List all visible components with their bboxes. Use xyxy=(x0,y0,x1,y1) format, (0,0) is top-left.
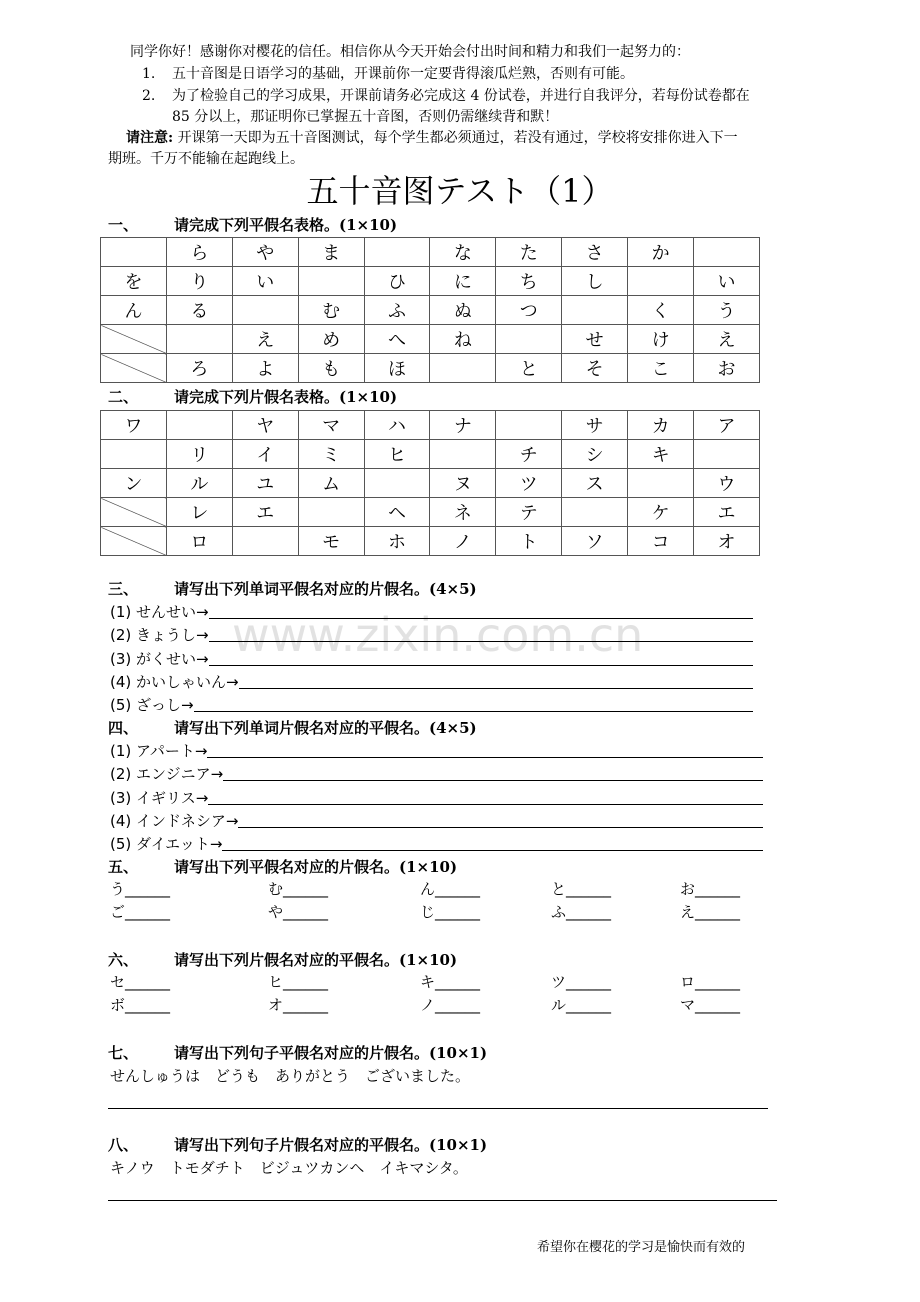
blank-cell[interactable] xyxy=(232,296,298,325)
fill-blank-item[interactable]: ん______ xyxy=(420,880,481,898)
kana-cell: め xyxy=(298,325,364,354)
question-item xyxy=(110,811,763,830)
blank-cell[interactable] xyxy=(496,411,562,440)
answer-line[interactable] xyxy=(209,617,753,619)
kana-cell: さ xyxy=(562,238,628,267)
section-1-heading xyxy=(108,218,397,233)
question-item xyxy=(110,744,763,759)
intro-point-2-cont: 85 分以上，那证明你已掌握五十音图，否则仍需继续背和默！ xyxy=(172,109,559,125)
section-6-heading xyxy=(108,953,457,968)
kana-cell: エ xyxy=(232,498,298,527)
fill-blank-item[interactable]: ル______ xyxy=(551,996,612,1014)
section-num: 三、 xyxy=(108,580,139,598)
kana-cell: マ xyxy=(298,411,364,440)
kana-cell: ア xyxy=(694,411,760,440)
section-text: 请完成下列片假名表格。(1×10) xyxy=(174,388,398,406)
page-title: 五十音图テスト（1） xyxy=(306,172,614,210)
fill-blank-item[interactable]: む______ xyxy=(268,880,329,898)
blank-cell[interactable] xyxy=(430,440,496,469)
blank-cell[interactable] xyxy=(166,411,232,440)
question-text: (2) きょうし→ xyxy=(110,626,209,645)
kana-cell: ツ xyxy=(496,469,562,498)
section-8-heading xyxy=(108,1138,487,1153)
kana-cell: ぬ xyxy=(430,296,496,325)
fill-blank-item[interactable]: や______ xyxy=(268,903,329,921)
kana-cell: ト xyxy=(496,527,562,556)
intro-point-1-num: 1. xyxy=(142,66,156,82)
section-2-heading xyxy=(108,390,397,405)
answer-line[interactable] xyxy=(239,687,753,689)
fill-blank-item[interactable]: ボ______ xyxy=(110,996,171,1014)
intro-point-1: 五十音图是日语学习的基础，开课前你一定要背得滚瓜烂熟，否则有可能。 xyxy=(172,66,634,82)
kana-cell: コ xyxy=(628,527,694,556)
kana-cell: い xyxy=(232,267,298,296)
kana-cell: ま xyxy=(298,238,364,267)
fill-blank-item[interactable]: オ______ xyxy=(268,996,329,1014)
kana-cell: る xyxy=(166,296,232,325)
kana-cell: ス xyxy=(562,469,628,498)
kana-cell: え xyxy=(694,325,760,354)
kana-cell: へ xyxy=(364,325,430,354)
kana-cell: か xyxy=(628,238,694,267)
kana-cell: エ xyxy=(694,498,760,527)
kana-cell: ふ xyxy=(364,296,430,325)
kana-cell: や xyxy=(232,238,298,267)
fill-blank-item[interactable]: じ______ xyxy=(420,903,481,921)
section-text: 请写出下列句子平假名对应的片假名。(10×1) xyxy=(174,1044,488,1062)
kana-cell: ホ xyxy=(364,527,430,556)
question-item xyxy=(110,672,753,691)
section-3-heading xyxy=(108,582,477,597)
question-text: (5) ダイエット→ xyxy=(110,835,223,854)
question-item xyxy=(110,788,763,807)
kana-cell: ウ xyxy=(694,469,760,498)
blank-cell[interactable] xyxy=(628,469,694,498)
kana-cell: ケ xyxy=(628,498,694,527)
kana-cell: せ xyxy=(562,325,628,354)
section-text: 请写出下列句子片假名对应的平假名。(10×1) xyxy=(174,1136,488,1154)
fill-blank-item[interactable]: キ______ xyxy=(420,973,481,991)
table-row xyxy=(101,354,760,383)
fill-blank-item[interactable]: マ______ xyxy=(680,996,741,1014)
kana-cell: ワ xyxy=(101,411,167,440)
kana-cell: た xyxy=(496,238,562,267)
kana-cell: サ xyxy=(562,411,628,440)
question-text: (1) アパート→ xyxy=(110,742,208,760)
section-4-heading xyxy=(108,721,477,736)
kana-cell: ム xyxy=(298,469,364,498)
kana-cell: チ xyxy=(496,440,562,469)
kana-cell: し xyxy=(562,267,628,296)
kana-cell: ヘ xyxy=(364,498,430,527)
intro-greeting: 同学你好！感谢你对樱花的信任。相信你从今天开始会付出时间和精力和我们一起努力的： xyxy=(130,44,690,60)
kana-cell: む xyxy=(298,296,364,325)
diagonal-cell xyxy=(101,325,167,354)
kana-cell: テ xyxy=(496,498,562,527)
kana-cell: を xyxy=(101,267,167,296)
kana-cell: ネ xyxy=(430,498,496,527)
answer-line[interactable] xyxy=(209,664,753,666)
kana-cell: リ xyxy=(166,440,232,469)
blank-cell[interactable] xyxy=(364,238,430,267)
blank-cell[interactable] xyxy=(694,440,760,469)
kana-cell: と xyxy=(496,354,562,383)
section-num: 一、 xyxy=(108,216,139,234)
table-row xyxy=(101,267,760,296)
blank-cell[interactable] xyxy=(562,296,628,325)
section-num: 七、 xyxy=(108,1044,139,1062)
kana-cell: お xyxy=(694,354,760,383)
blank-cell[interactable] xyxy=(232,527,298,556)
kana-cell: レ xyxy=(166,498,232,527)
kana-cell: ね xyxy=(430,325,496,354)
watermark: www.zixin.com.cn xyxy=(232,608,644,662)
kana-cell: け xyxy=(628,325,694,354)
answer-line[interactable] xyxy=(108,1200,777,1201)
kana-cell: ソ xyxy=(562,527,628,556)
answer-line[interactable] xyxy=(208,803,763,805)
blank-cell[interactable] xyxy=(628,267,694,296)
answer-line[interactable] xyxy=(222,849,763,851)
question-item xyxy=(110,628,753,643)
fill-blank-item[interactable]: ロ______ xyxy=(680,973,741,991)
blank-cell[interactable] xyxy=(298,267,364,296)
kana-cell: ら xyxy=(166,238,232,267)
table-row xyxy=(101,527,760,556)
blank-cell[interactable] xyxy=(101,440,167,469)
fill-blank-item[interactable]: ご______ xyxy=(110,903,171,921)
fill-blank-item[interactable]: え______ xyxy=(680,903,741,921)
notice-text: 开课第一天即为五十音图测试，每个学生都必须通过，若没有通过，学校将安排你进入下一 xyxy=(173,130,738,146)
intro-point-2-num: 2. xyxy=(142,88,156,104)
table-row xyxy=(101,238,760,267)
section-text: 请写出下列单词平假名对应的片假名。(4×5) xyxy=(174,580,477,598)
kana-cell: も xyxy=(298,354,364,383)
blank-cell[interactable] xyxy=(166,325,232,354)
section-text: 请写出下列单词片假名对应的平假名。(4×5) xyxy=(174,719,477,737)
kana-cell: シ xyxy=(562,440,628,469)
diagonal-cell xyxy=(101,498,167,527)
kana-cell: ユ xyxy=(232,469,298,498)
kana-cell: え xyxy=(232,325,298,354)
kana-cell: オ xyxy=(694,527,760,556)
kana-cell: ヌ xyxy=(430,469,496,498)
fill-blank-item[interactable]: ヒ______ xyxy=(268,973,329,991)
kana-cell: ヒ xyxy=(364,440,430,469)
table-row xyxy=(101,325,760,354)
table-row xyxy=(101,440,760,469)
table-row xyxy=(101,498,760,527)
fill-blank-item[interactable]: ノ______ xyxy=(420,996,481,1014)
blank-cell[interactable] xyxy=(694,238,760,267)
kana-cell: ン xyxy=(101,469,167,498)
kana-cell: ミ xyxy=(298,440,364,469)
section-7-sentence: せんしゅうは どうも ありがとう ございました。 xyxy=(110,1067,471,1085)
kana-cell: カ xyxy=(628,411,694,440)
kana-cell: こ xyxy=(628,354,694,383)
kana-cell: ヤ xyxy=(232,411,298,440)
section-7-heading xyxy=(108,1046,487,1061)
section-num: 四、 xyxy=(108,719,139,737)
intro-point-2: 为了检验自己的学习成果，开课前请务必完成这 4 份试卷，并进行自我评分，若每份试卷都在 xyxy=(172,88,750,104)
table-row xyxy=(101,296,760,325)
notice-label: 请注意: xyxy=(126,130,174,146)
question-text: (5) ざっし→ xyxy=(110,696,194,715)
kana-cell: に xyxy=(430,267,496,296)
kana-cell: ち xyxy=(496,267,562,296)
fill-blank-item[interactable]: う______ xyxy=(110,880,171,898)
section-num: 六、 xyxy=(108,951,139,969)
kana-cell: そ xyxy=(562,354,628,383)
kana-cell: ロ xyxy=(166,527,232,556)
kana-cell: ル xyxy=(166,469,232,498)
question-text: (4) インドネシア→ xyxy=(110,811,239,830)
question-item xyxy=(110,767,763,782)
section-5-heading xyxy=(108,860,457,875)
notice-cont: 期班。千万不能输在起跑线上。 xyxy=(108,151,304,167)
fill-blank-item[interactable]: セ______ xyxy=(110,973,171,991)
fill-blank-item[interactable]: ふ______ xyxy=(551,903,612,921)
fill-blank-item[interactable]: と______ xyxy=(551,880,612,898)
question-text: (3) がくせい→ xyxy=(110,649,209,668)
answer-line[interactable] xyxy=(223,779,763,781)
section-text: 请完成下列平假名表格。(1×10) xyxy=(174,216,398,234)
question-item xyxy=(110,605,753,620)
kana-cell: く xyxy=(628,296,694,325)
question-text: (3) イギリス→ xyxy=(110,788,209,807)
question-text: (4) かいしゃいん→ xyxy=(110,672,239,691)
section-num: 五、 xyxy=(108,858,139,876)
section-8-sentence: キノウ トモダチト ビジュツカンヘ イキマシタ。 xyxy=(110,1159,468,1177)
section-text: 请写出下列片假名对应的平假名。(1×10) xyxy=(174,951,458,969)
section-num: 八、 xyxy=(108,1136,139,1154)
diagonal-cell xyxy=(101,527,167,556)
katakana-table xyxy=(100,410,760,556)
kana-cell: モ xyxy=(298,527,364,556)
kana-cell: う xyxy=(694,296,760,325)
blank-cell[interactable] xyxy=(298,498,364,527)
question-text: (1) せんせい→ xyxy=(110,603,209,621)
answer-line[interactable] xyxy=(209,640,753,642)
kana-cell: ナ xyxy=(430,411,496,440)
kana-cell: ん xyxy=(101,296,167,325)
answer-line[interactable] xyxy=(238,826,763,828)
question-item xyxy=(110,649,753,668)
blank-cell[interactable] xyxy=(430,354,496,383)
kana-cell: ほ xyxy=(364,354,430,383)
kana-cell: ノ xyxy=(430,527,496,556)
kana-cell: キ xyxy=(628,440,694,469)
fill-blank-item[interactable]: ツ______ xyxy=(551,973,612,991)
section-num: 二、 xyxy=(108,388,139,406)
kana-cell: ハ xyxy=(364,411,430,440)
kana-cell: い xyxy=(694,267,760,296)
answer-line[interactable] xyxy=(108,1108,768,1109)
kana-cell: り xyxy=(166,267,232,296)
kana-cell: よ xyxy=(232,354,298,383)
hiragana-table xyxy=(100,237,760,383)
question-item xyxy=(110,698,753,713)
section-text: 请写出下列平假名对应的片假名。(1×10) xyxy=(174,858,458,876)
blank-cell[interactable] xyxy=(364,469,430,498)
kana-cell: な xyxy=(430,238,496,267)
kana-cell: ろ xyxy=(166,354,232,383)
answer-line[interactable] xyxy=(194,710,753,712)
blank-cell[interactable] xyxy=(496,325,562,354)
table-row xyxy=(101,411,760,440)
question-text: (2) エンジニア→ xyxy=(110,765,224,784)
footer-note: 希望你在樱花的学习是愉快而有效的 xyxy=(537,1240,746,1255)
kana-cell: ひ xyxy=(364,267,430,296)
kana-cell: イ xyxy=(232,440,298,469)
blank-cell[interactable] xyxy=(101,238,167,267)
fill-blank-item[interactable]: お______ xyxy=(680,880,741,898)
table-row xyxy=(101,469,760,498)
blank-cell[interactable] xyxy=(562,498,628,527)
kana-cell: つ xyxy=(496,296,562,325)
question-item xyxy=(110,837,763,852)
diagonal-cell xyxy=(101,354,167,383)
answer-line[interactable] xyxy=(207,756,763,758)
